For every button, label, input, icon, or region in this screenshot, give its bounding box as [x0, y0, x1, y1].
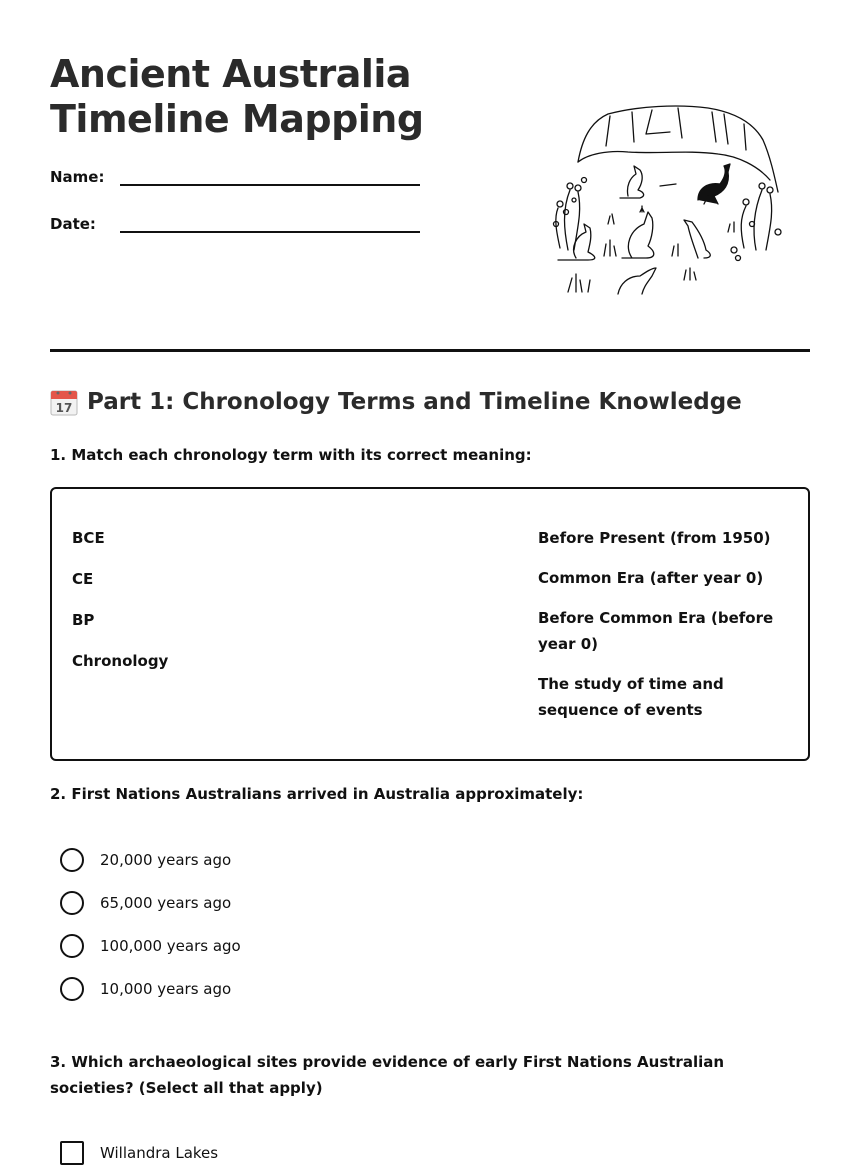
name-field[interactable]	[50, 164, 430, 194]
term-item[interactable]: CE	[72, 570, 94, 588]
radio-button[interactable]	[60, 977, 84, 1001]
meaning-list	[538, 525, 800, 737]
question-3: 3. Which archaeological sites provide evidence of early First Nations Australian societies? (Select all that apply)	[50, 1053, 725, 1097]
option-label: 10,000 years ago	[100, 980, 232, 998]
date-line[interactable]	[120, 231, 420, 233]
option-label: 20,000 years ago	[100, 851, 232, 869]
date-label: Date:	[50, 215, 96, 233]
question-2: 2. First Nations Australians arrived in Australia approximately:	[50, 785, 584, 803]
part1-heading-text: Part 1: Chronology Terms and Timeline Knowledge	[87, 389, 742, 415]
matching-box	[50, 487, 810, 761]
radio-button[interactable]	[60, 848, 84, 872]
q2-option[interactable]	[60, 976, 231, 1002]
option-label: 65,000 years ago	[100, 894, 232, 912]
option-label: Willandra Lakes	[100, 1144, 219, 1162]
meaning-item[interactable]: The study of time and sequence of events	[538, 675, 724, 719]
radio-button[interactable]	[60, 934, 84, 958]
question-1: 1. Match each chronology term with its correct meaning:	[50, 446, 532, 464]
q3-option[interactable]	[60, 1140, 218, 1166]
q2-option[interactable]	[60, 890, 231, 916]
radio-button[interactable]	[60, 891, 84, 915]
term-item[interactable]: BCE	[72, 529, 105, 547]
term-list	[72, 525, 168, 689]
name-line[interactable]	[120, 184, 420, 186]
title-line-1: Ancient Australia	[50, 52, 412, 96]
meaning-item[interactable]: Common Era (after year 0)	[538, 569, 764, 587]
outback-illustration	[548, 100, 788, 300]
date-field[interactable]	[50, 211, 430, 241]
page-title	[50, 52, 424, 142]
meaning-item[interactable]: Before Present (from 1950)	[538, 529, 771, 547]
meaning-item[interactable]: Before Common Era (before year 0)	[538, 609, 774, 653]
calendar-icon	[50, 388, 78, 416]
q2-option[interactable]	[60, 933, 241, 959]
title-line-2: Timeline Mapping	[50, 97, 424, 141]
term-item[interactable]: BP	[72, 611, 95, 629]
checkbox[interactable]	[60, 1141, 84, 1165]
section-divider	[50, 349, 810, 352]
name-label: Name:	[50, 168, 105, 186]
option-label: 100,000 years ago	[100, 937, 241, 955]
term-item[interactable]: Chronology	[72, 652, 169, 670]
svg-text:17: 17	[55, 401, 73, 415]
q2-option[interactable]	[60, 847, 231, 873]
part1-heading	[50, 388, 742, 416]
